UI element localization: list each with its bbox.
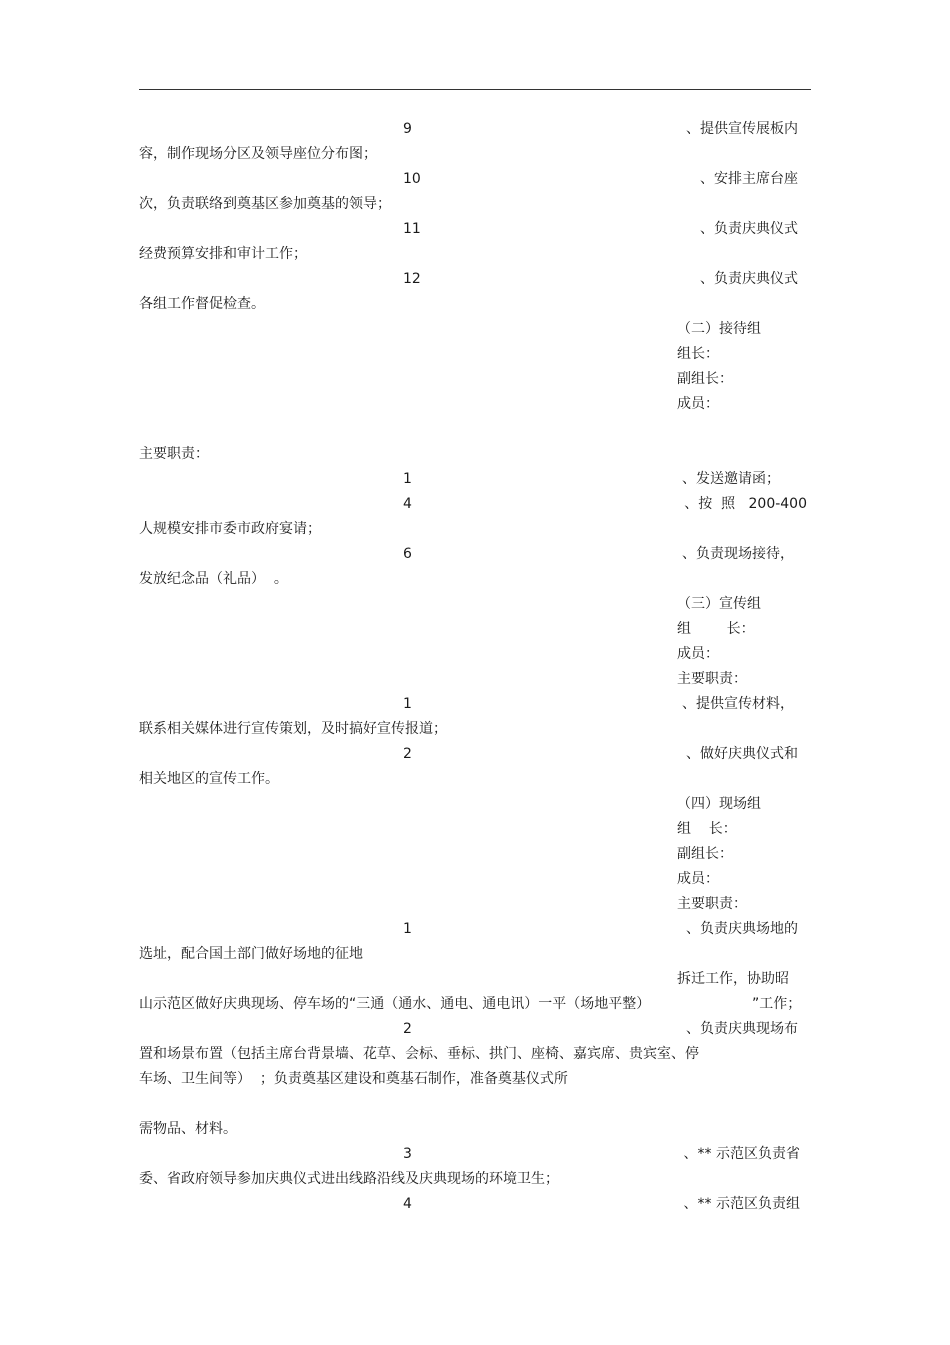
item-text: 、负责庆典仪式 <box>700 221 798 237</box>
section-heading: （二）接待组 <box>677 321 761 337</box>
section-heading: （四）现场组 <box>677 796 761 812</box>
item-number: 11 <box>403 221 421 237</box>
item-text: 、** 示范区负责组 <box>683 1196 800 1212</box>
item-text: 、提供宣传材料， <box>682 696 794 712</box>
field-label: 主要职责： <box>677 896 747 912</box>
item-text: 、** 示范区负责省 <box>683 1146 800 1162</box>
item-text: 次，负责联络到奠基区参加奠基的领导； <box>139 196 391 212</box>
item-number: 1 <box>403 471 412 487</box>
item-text: 车场、卫生间等） ；负责奠基区建设和奠基石制作，准备奠基仪式所 <box>139 1071 568 1087</box>
item-text: 容，制作现场分区及领导座位分布图； <box>139 146 377 162</box>
field-label: 成员： <box>677 396 719 412</box>
field-label: 主要职责： <box>677 671 747 687</box>
item-number: 1 <box>403 921 412 937</box>
item-text: 、负责现场接待， <box>682 546 794 562</box>
item-text: 置和场景布置（包括主席台背景墙、花草、会标、垂标、拱门、座椅、嘉宾席、贵宾室、停 <box>139 1046 699 1062</box>
field-label: 组 长： <box>677 621 755 637</box>
item-number: 6 <box>403 546 412 562</box>
item-number: 3 <box>403 1146 412 1162</box>
item-text: 、发送邀请函； <box>682 471 780 487</box>
field-label: 组长： <box>677 346 719 362</box>
field-label: 成员： <box>677 871 719 887</box>
item-text: 需物品、材料。 <box>139 1121 237 1137</box>
item-text: 拆迁工作，协助昭 <box>677 971 789 987</box>
item-number: 4 <box>403 1196 412 1212</box>
item-number: 12 <box>403 271 421 287</box>
item-text: 、负责庆典现场布 <box>686 1021 798 1037</box>
item-text: 联系相关媒体进行宣传策划，及时搞好宣传报道； <box>139 721 447 737</box>
item-number: 2 <box>403 746 412 762</box>
item-text: 、做好庆典仪式和 <box>686 746 798 762</box>
item-number: 10 <box>403 171 421 187</box>
item-text: 委、省政府领导参加庆典仪式进出线路沿线及庆典现场的环境卫生； <box>139 1171 559 1187</box>
field-label: 副组长： <box>677 371 733 387</box>
item-text: 山示范区做好庆典现场、停车场的“三通（通水、通电、通电讯）一平（场地平整） <box>139 996 651 1012</box>
item-number: 4 <box>403 496 412 512</box>
field-label: 组 长： <box>677 821 737 837</box>
field-label: 成员： <box>677 646 719 662</box>
item-number: 9 <box>403 121 412 137</box>
item-text: 经费预算安排和审计工作； <box>139 246 307 262</box>
item-text: 相关地区的宣传工作。 <box>139 771 279 787</box>
item-text: 选址，配合国土部门做好场地的征地 <box>139 946 363 962</box>
item-number: 2 <box>403 1021 412 1037</box>
field-label: 主要职责： <box>139 446 209 462</box>
item-text: 、负责庆典仪式 <box>700 271 798 287</box>
item-text: 、提供宣传展板内 <box>686 121 798 137</box>
field-label: 副组长： <box>677 846 733 862</box>
item-text: 、按 照 200-400 <box>684 496 807 512</box>
item-number: 1 <box>403 696 412 712</box>
header-rule <box>139 89 811 90</box>
item-text: 、负责庆典场地的 <box>686 921 798 937</box>
item-text: 发放纪念品（礼品） 。 <box>139 571 288 587</box>
item-text: ”工作； <box>752 996 802 1012</box>
section-heading: （三）宣传组 <box>677 596 761 612</box>
item-text: 人规模安排市委市政府宴请； <box>139 521 321 537</box>
item-text: 、安排主席台座 <box>700 171 798 187</box>
item-text: 各组工作督促检查。 <box>139 296 265 312</box>
